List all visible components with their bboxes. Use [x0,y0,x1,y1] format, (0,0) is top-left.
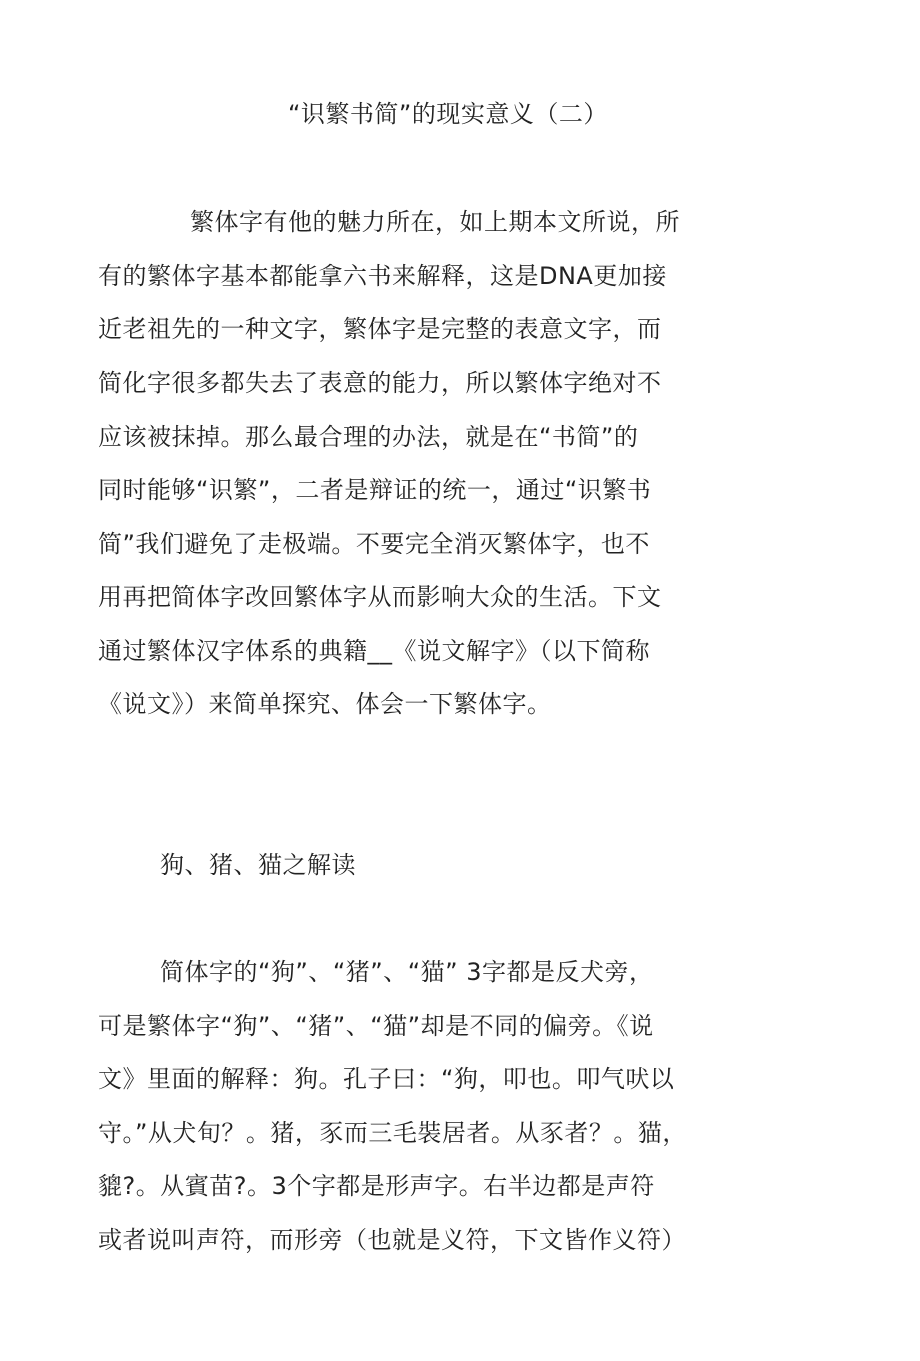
intro-line-9: 通过繁体汉字体系的典籍__《说文解字》（以下简称 [98,637,650,665]
intro-line-6: 同时能够“识繁”，二者是辩证的统一，通过“识繁书 [98,476,652,504]
body-line-5: 貔?。从賓苗?。3个字都是形声字。右半边都是声符 [98,1172,655,1200]
intro-line-7: 简”我们避免了走极端。不要完全消灭繁体字，也不 [98,530,650,558]
body-line-6: 或者说叫声符，而形旁（也就是义符，下文皆作义符） [98,1226,686,1254]
intro-line-1: 繁体字有他的魅力所在，如上期本文所说，所 [190,208,680,236]
intro-line-8: 用再把简体字改回繁体字从而影响大众的生活。下文 [98,583,662,611]
intro-line-10: 《说文》）来简单探究、体会一下繁体字。 [98,690,552,718]
body-line-4: 守。”从犬旬？。猪，豕而三毛裝居者。从豕者？。猫， [98,1119,687,1147]
section-heading: 狗、猪、猫之解读 [160,851,356,879]
intro-line-2: 有的繁体字基本都能拿六书来解释，这是DNA更加接 [98,262,667,290]
intro-line-3: 近老祖先的一种文字，繁体字是完整的表意文字，而 [98,315,662,343]
body-line-3: 文》里面的解释：狗。孔子曰：“狗，叩也。叩气吠以 [98,1065,675,1093]
intro-line-5: 应该被抹掉。那么最合理的办法，就是在“书简”的 [98,423,639,451]
body-line-2: 可是繁体字“狗”、“猪”、“猫”却是不同的偏旁。《说 [98,1012,654,1040]
body-line-1: 简体字的“狗”、“猪”、“猫” 3字都是反犬旁， [160,958,654,986]
intro-line-4: 简化字很多都失去了表意的能力，所以繁体字绝对不 [98,369,662,397]
page-title: “识繁书简”的现实意义（二） [288,100,608,128]
